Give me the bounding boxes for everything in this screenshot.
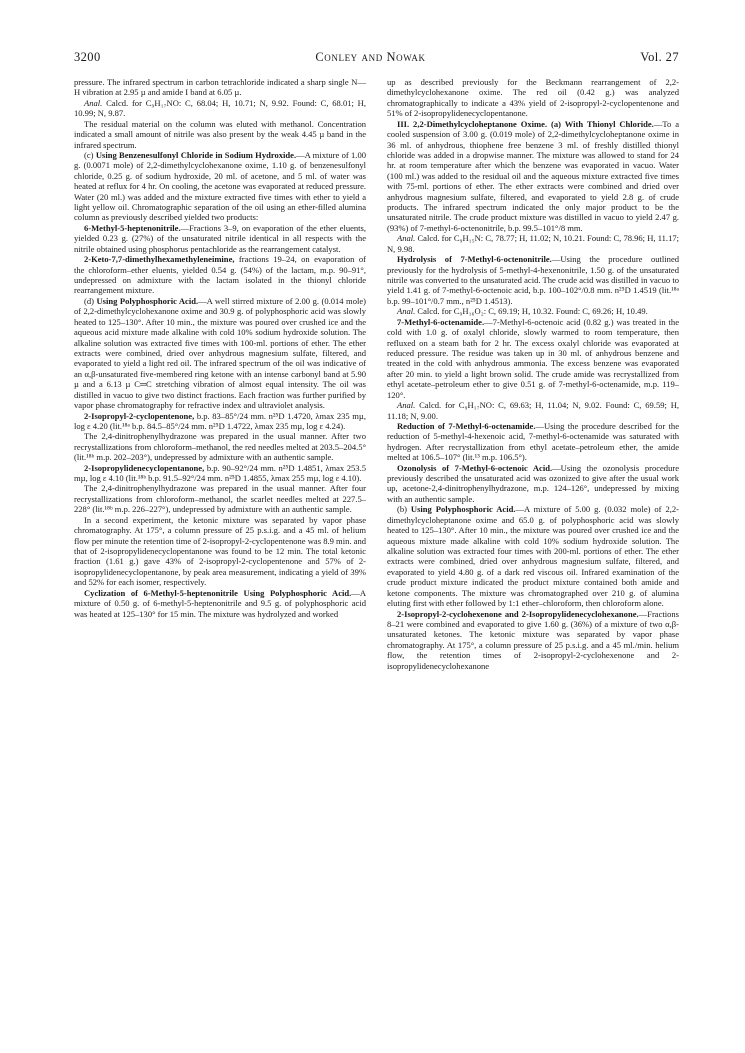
procedure-heading: Ozonolysis of 7-Methyl-6-octenoic Acid. [397, 462, 553, 473]
procedure-heading: Using Polyphosphoric Acid. [96, 295, 199, 306]
analysis-paragraph: Anal. Calcd. for C₉H₁₅N: C, 78.77; H, 11.02; N, 10.21. Found: C, 78.96; H, 11.17; N, 9.98. [387, 233, 679, 254]
compound-heading: 2-Keto-7,7-dimethylhexamethyleneimine, [84, 254, 235, 265]
paragraph: pressure. The infrared spectrum in carbon tetrachloride indicated a sharp single N—H vibration at 2.95 µ and amide I band at 6.05 µ. [74, 77, 366, 98]
paragraph: The 2,4-dinitrophenylhydrazone was prepared in the usual manner. After two recrystallizations from chloroform–methanol, the red needles melted at 203.5–204.5° (lit.¹⁸ᵇ m.p. 202–203°), undepressed by admixture with an authentic sample. [74, 431, 366, 463]
right-column [387, 77, 679, 671]
procedure-heading: Using Benzenesulfonyl Chloride in Sodium Hydroxide. [95, 149, 297, 160]
paragraph: In a second experiment, the ketonic mixture was separated by vapor phase chromatography. At 175°, a column pressure of 25 p.s.i.g. and a 45 ml. of helium flow per minute the retention time of 2-isopropyl-2-cyclopentenone was 8.9 min. and that of 2-isopropylidenecyclopentanone was found to be 12 min. The total ketonic fraction (1.61 g.) gave 43% of 2-isopropyl-2-cyclopentenone and 57% of 2-isopropylidenecyclopentanone, by peak area measurement, indicating a yield of 39% and 52% for each isomer, respectively. [74, 514, 366, 588]
procedure-paragraph: (d) Using Polyphosphoric Acid.—A well stirred mixture of 2.00 g. (0.014 mole) of 2,2-dimethylcyclohexanone oxime and 30.9 g. of polyphosphoric acid was slowly heated to 125–130°. After 10 min., the mixture was poured over crushed ice and the aqueous acid mixture made alkaline with cold 10% sodium hydroxide solution. The alkaline solution was extracted five times with 100-ml. portions of ether. The ether extracts were combined, dried over anhydrous magnesium sulfate, filtered, and evaporated to yield a light red oil. The infrared spectrum of the oil was indicative of an α,β-unsaturated five-membered ring ketone with an intense carbonyl band at 5.90 µ and a 6.13 µ C═C stretching vibration of almost equal intensity. The oil was distilled in vacuo to give two distinct fractions. Each fraction was further purified by vapor phase chromatography for refractive index and ultraviolet analysis. [74, 295, 366, 411]
procedure-paragraph: Ozonolysis of 7-Methyl-6-octenoic Acid.—Using the ozonolysis procedure previously described the unsaturated acid was ozonized to give after the usual work up, acetone-2,4-dinitrophenylhydrazone, m.p. 124–126°, undepressed by mixing with an authentic sample. [387, 462, 679, 504]
compound-heading: 2-Isopropyl-2-cyclohexenone and 2-Isopropylidenecyclohexanone. [397, 608, 639, 619]
compound-paragraph: 6-Methyl-5-heptenonitrile.—Fractions 3–9, on evaporation of the ether eluents, yielded 0.23 g. (27%) of the unsaturated nitrile identical in all respects with the nitrile obtained using phosphorus pentachloride as the rearrangement catalyst. [74, 222, 366, 254]
procedure-heading: Using Polyphosphoric Acid. [410, 504, 516, 515]
paragraph: The 2,4-dinitrophenylhydrazone was prepared in the usual manner. After four recrystallizations from chloroform–methanol, the scarlet needles melted at 227.5–228° (lit.¹⁸ᵇ m.p. 226–227°), undepressed by admixture with an authentic sample. [74, 483, 366, 515]
procedure-paragraph: Hydrolysis of 7-Methyl-6-octenonitrile.—Using the procedure outlined previously for the hydrolysis of 5-methyl-4-hexenonitrile, 1.50 g. of the unsaturated nitrile was converted to the unsaturated acid. The crude acid was distilled in vacuo to yield 1.41 g. of 7-methyl-6-octenoic acid, b.p. 100–102°/0.8 mm. n²⁵D 1.4519 (lit.¹⁸ᵃ b.p. 99–101°/0.7 mm., n²⁵D 1.4513). [387, 254, 680, 306]
compound-paragraph: 2-Keto-7,7-dimethylhexamethyleneimine, fractions 19–24, on evaporation of the chloroform–ether eluents, yielded 0.54 g. (54%) of the lactam, m.p. 90–91°, undepressed on admixture with the lactam isolated in the thionyl chloride rearrangement mixture. [74, 254, 366, 296]
procedure-paragraph: Cyclization of 6-Methyl-5-heptenonitrile Using Polyphosphoric Acid.—A mixture of 0.50 g. of 6-methyl-5-heptenonitrile and 9.5 g. of polyphosphoric acid was heated at 125–130° for 15 min. The mixture was hydrolyzed and worked [74, 587, 366, 619]
procedure-heading: Reduction of 7-Methyl-6-octenamide. [397, 420, 536, 431]
procedure-paragraph: (c) Using Benzenesulfonyl Chloride in Sodium Hydroxide.—A mixture of 1.00 g. (0.0071 mole) of 2,2-dimethylcyclohexanone oxime, 1.10 g. of benzenesulfonyl chloride, 0.25 g. of sodium hydroxide, 20 ml. of acetone, and 5 ml. of water was heated at reflux for 4 hr. On cooling, the acetone was evaporated at reduced pressure. Water (20 ml.) was added and the mixture extracted five times with ether to yield a light yellow oil. Chromatographic separation of the oil using an ether-filled alumina column as previously described yielded two products: [74, 149, 366, 223]
compound-paragraph: 2-Isopropyl-2-cyclopentenone, b.p. 83–85°/24 mm. n²⁵D 1.4720, λmax 235 mµ, log ε 4.20 (lit.¹⁸ᵃ b.p. 84.5–85°/24 mm. n²⁵D 1.4722, λmax 235 mµ, log ε 4.24). [74, 410, 366, 431]
left-column [74, 77, 366, 671]
analysis-paragraph: Anal. Calcd. for C₉H₁₇NO: C, 69.63; H, 11.04; N, 9.02. Found: C, 69.59; H, 11.18; N, 9.00. [387, 400, 679, 421]
compound-heading: 2-Isopropylidenecyclopentanone, [84, 462, 205, 473]
paragraph: The residual material on the column was eluted with methanol. Concentration indicated a small amount of nitrile was also present by the weak 4.45 µ band in the infrared spectrum. [74, 118, 366, 150]
body-columns [74, 77, 679, 671]
running-authors: Conley and Nowak [315, 50, 426, 64]
section-heading: III. 2,2-Dimethylcycloheptanone Oxime. (a) With Thionyl Chloride. [397, 118, 654, 129]
page-number: 3200 [74, 50, 101, 64]
volume-label: Vol. 27 [640, 50, 679, 64]
procedure-paragraph: (b) Using Polyphosphoric Acid.—A mixture of 5.00 g. (0.032 mole) of 2,2-dimethylcycloheptanone oxime and 65.0 g. of polyphosphoric acid was slowly heated to 125–130°. After 10 min., the mixture was poured over crushed ice and the aqueous mixture made alkaline with cold 10% sodium hydroxide solution. The alkaline solution was extracted four times with 200-ml. portions of ether. The ether extracts were combined, dried over anhydrous magnesium sulfate, filtered, and evaporated to yield 4.80 g. of a dark red viscous oil. Infrared examination of the crude product mixture indicated the product mixture contained both amide and ketone components. The mixture was chromatographed over 210 g. of alumina eluting first with ether followed by 1:1 ether–chloroform, then chloroform alone. [387, 504, 679, 609]
section-paragraph: III. 2,2-Dimethylcycloheptanone Oxime. (a) With Thionyl Chloride.—To a cooled suspension of 3.00 g. (0.019 mole) of 2,2-dimethylcycloheptanone oxime in 36 ml. of anhydrous, thiophene free benzene 3 ml. of freshly distilled thionyl chloride was added in a dropwise manner. The mixture was allowed to stand for 24 hr. at room temperature after which the benzene was evaporated in vacuo. Water (100 ml.) was added to the residual oil and the aqueous mixture extracted five times with 75-ml. portions of ether. The ether extracts were combined and dried over anhydrous magnesium sulfate, filtered, and evaporated to yield 2.8 g. of crude products. The infrared spectrum indicated the only major product to be the unsaturated nitrile. The crude product mixture was distilled in vacuo to yield 2.47 g. (93%) of 7-methyl-6-octenonitrile, b.p. 99.5–101°/8 mm. [387, 118, 679, 233]
compound-paragraph: 2-Isopropyl-2-cyclohexenone and 2-Isopropylidenecyclohexanone.—Fractions 8–21 were combined and evaporated to give 1.60 g. (36%) of a mixture of two α,β-unsaturated ketones. The ketonic mixture was separated by vapor phase chromatography. At 175°, a column pressure of 25 p.s.i.g. and a 45 ml./min. helium flow, the retention times of 2-isopropyl-2-cyclohexenone and 2-isopropylidenecyclohexanone [387, 608, 679, 671]
compound-paragraph: 7-Methyl-6-octenamide.—7-Methyl-6-octenoic acid (0.82 g.) was treated in the cold with 1.0 g. of oxalyl chloride, slowly warmed to room temperature, then refluxed on a steam bath for 2 hr. The excess oxalyl chloride was evaporated at reduced pressure. The residue was taken up in 30 ml. of anhydrous benzene and treated in the cold with anhydrous ammonia. The excess benzene was evaporated after 20 min. to yield a light brown solid. The crude amide was recrystallized from ethyl acetate–petroleum ether to give 0.51 g. of 7-methyl-6-octenamide, m.p. 119–120°. [387, 316, 679, 400]
procedure-paragraph: Reduction of 7-Methyl-6-octenamide.—Using the procedure described for the reduction of 5-methyl-4-hexenoic acid, 7-methyl-6-octenamide was saturated with hydrogen. After recrystallization from ethyl acetate–petroleum ether, the amide melted at 106.5–107° (lit.¹³ m.p. 106.5°). [387, 420, 679, 463]
compound-heading: 7-Methyl-6-octenamide. [397, 316, 485, 327]
analysis-paragraph: Anal. Calcd. for C₉H₁₇NO: C, 68.04; H, 10.71; N, 9.92. Found: C, 68.01; H, 10.99; N, 9.87. [74, 97, 366, 119]
paragraph: up as described previously for the Beckmann rearrangement of 2,2-dimethylcyclohexanone oxime. The red oil (0.42 g.) was analyzed chromatographically to indicate a 43% yield of 2-isopropyl-2-cyclopentenone and 51% of 2-isopropylidenecyclopentanone. [387, 77, 679, 119]
running-head [74, 50, 679, 65]
compound-heading: 6-Methyl-5-heptenonitrile. [84, 222, 181, 233]
analysis-paragraph: Anal. Calcd. for C₉H₁₆O₂: C, 69.19; H, 10.32. Found: C, 69.26; H, 10.49. [397, 306, 648, 317]
compound-paragraph: 2-Isopropylidenecyclopentanone, b.p. 90–92°/24 mm. n²⁵D 1.4851, λmax 253.5 mµ, log ε 4.10 (lit.¹⁸ᵇ b.p. 91.5–92°/24 mm. n²⁵D 1.4855, λmax 255 mµ, log ε 4.10). [74, 462, 366, 484]
compound-heading: 2-Isopropyl-2-cyclopentenone, [84, 410, 195, 421]
procedure-heading: Hydrolysis of 7-Methyl-6-octenonitrile. [397, 254, 552, 265]
procedure-heading: Cyclization of 6-Methyl-5-heptenonitrile Using Polyphosphoric Acid. [84, 587, 352, 598]
